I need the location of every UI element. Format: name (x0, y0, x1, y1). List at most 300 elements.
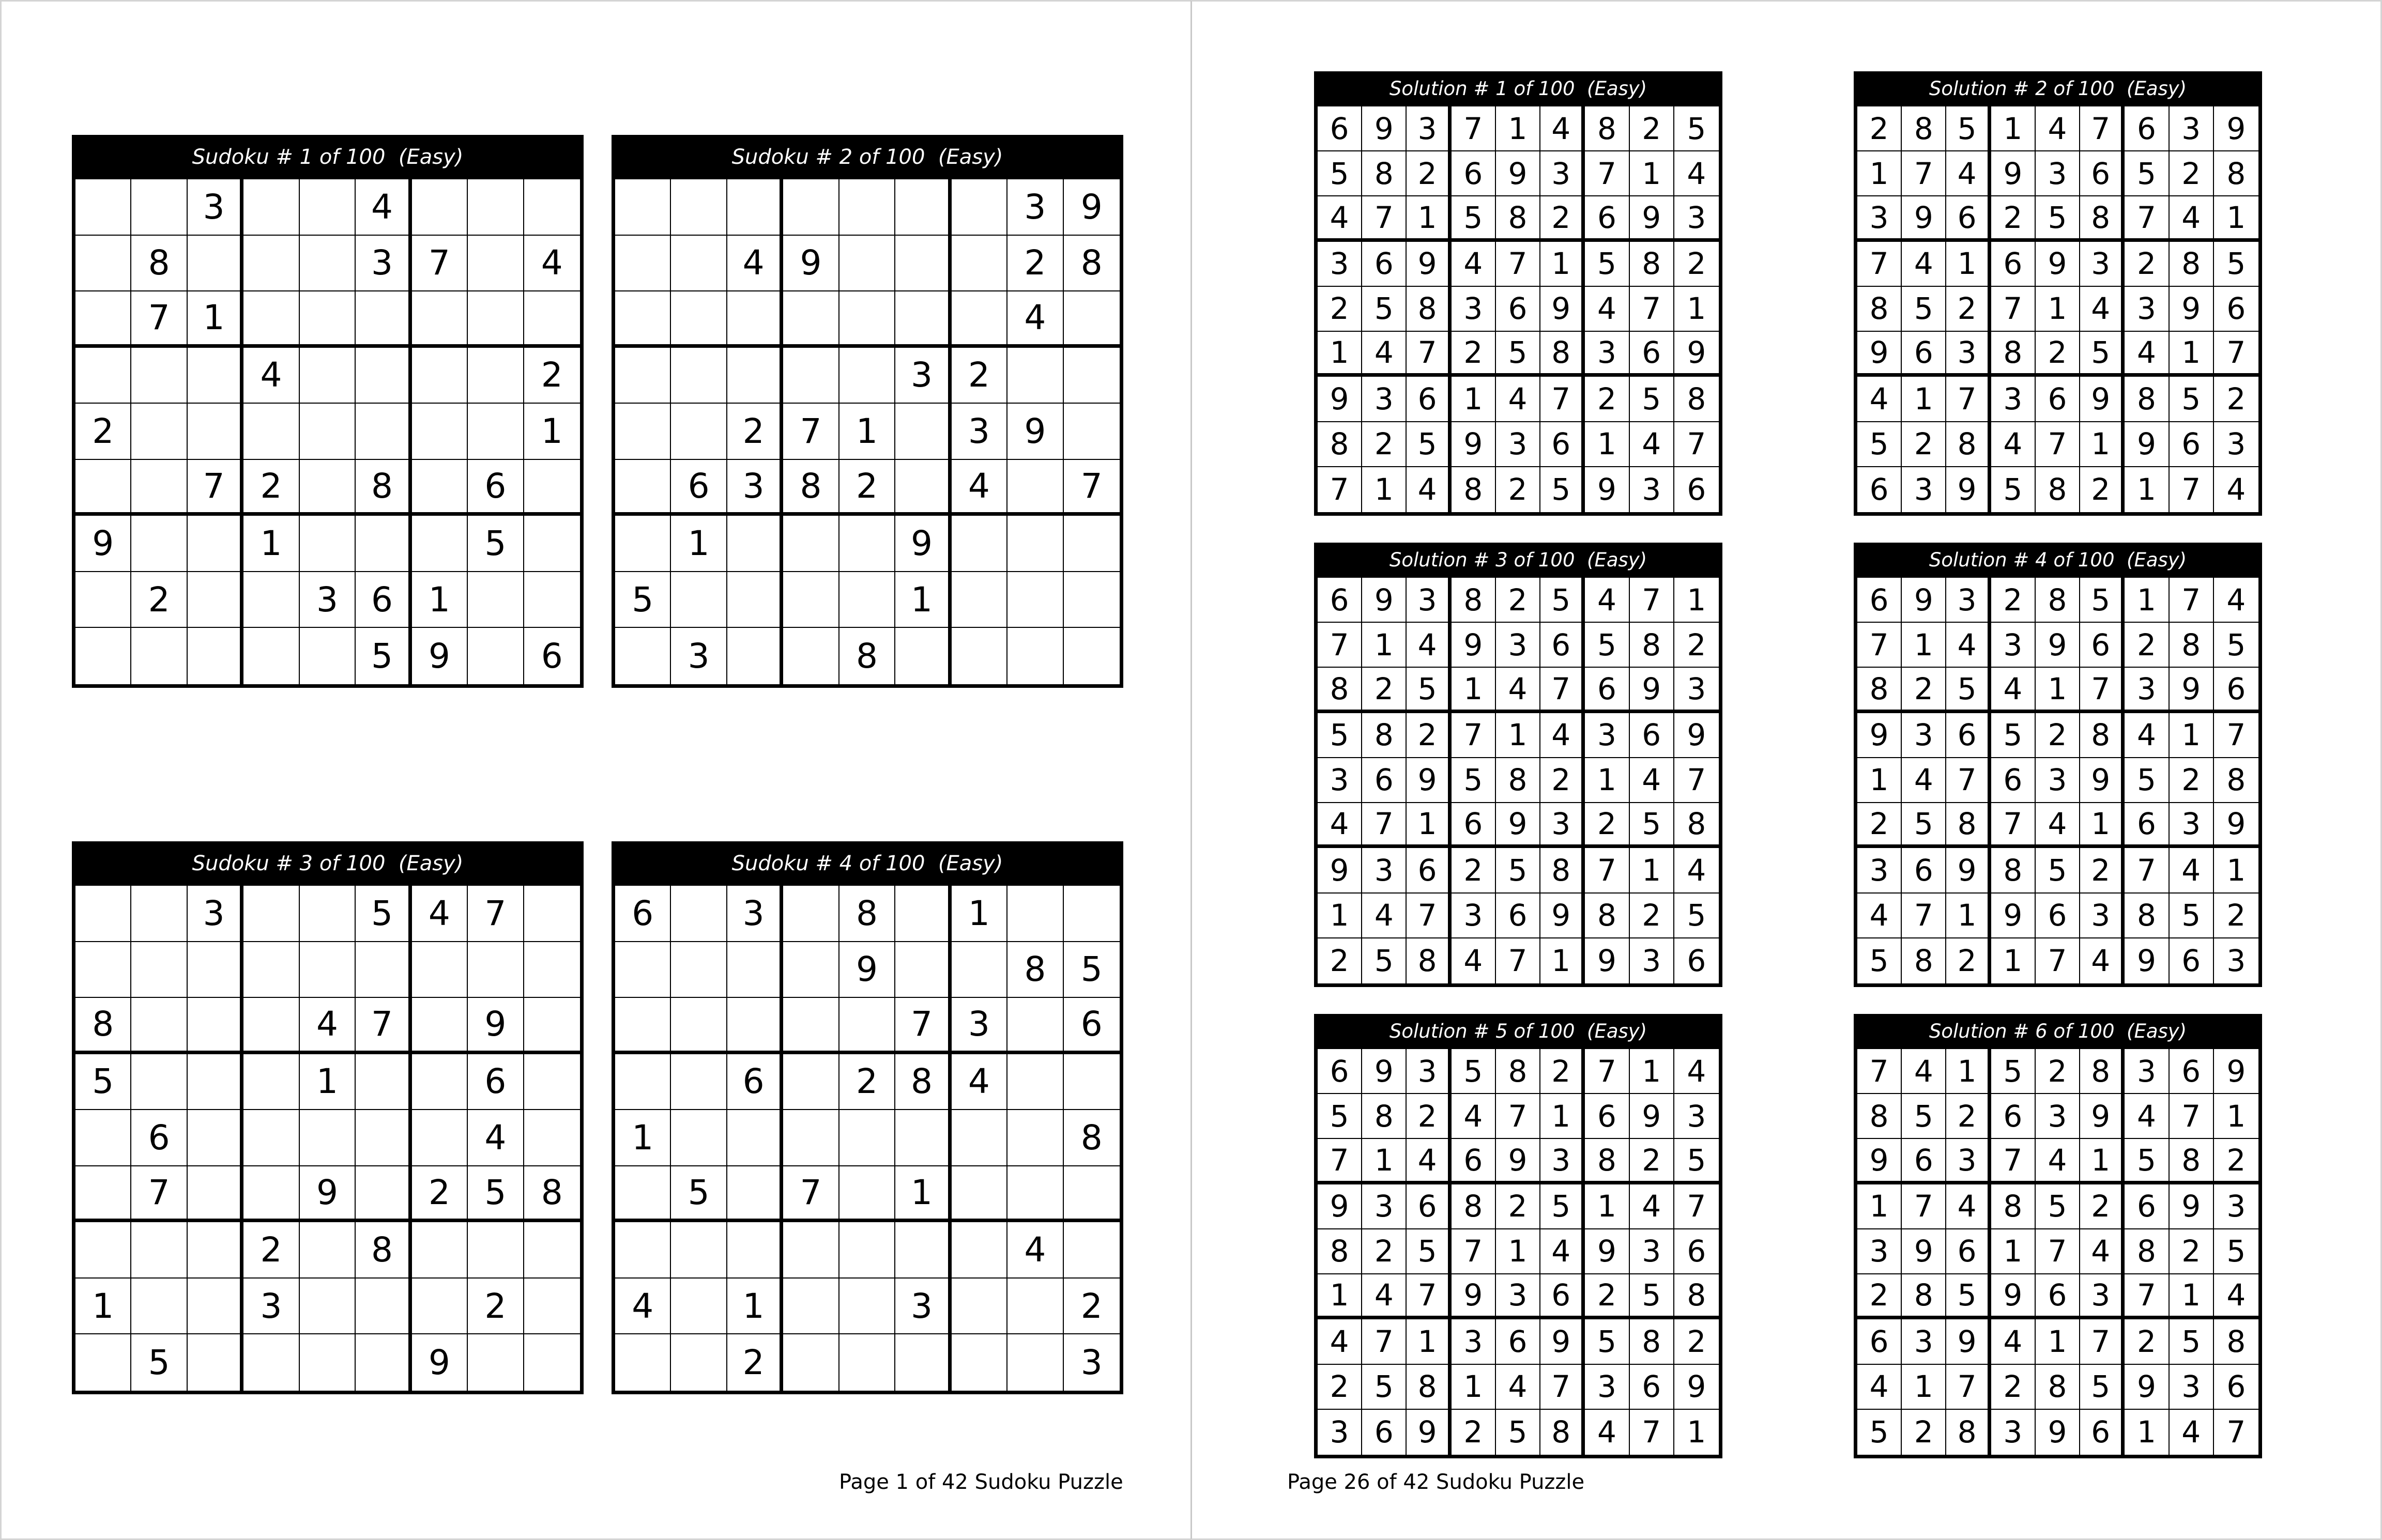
sudoku-cell: 7 (895, 998, 951, 1054)
sudoku-cell: 7 (1540, 1365, 1585, 1410)
sudoku-cell: 1 (300, 1054, 356, 1111)
sudoku-cell: 6 (1318, 1049, 1362, 1094)
sudoku-cell (300, 179, 356, 236)
sudoku-cell (468, 1334, 524, 1391)
sudoku-cell: 6 (1496, 1319, 1540, 1364)
sudoku-cell: 5 (1362, 938, 1407, 983)
sudoku-cell: 8 (1318, 668, 1362, 713)
sudoku-cell: 4 (300, 998, 356, 1054)
sudoku-cell: 7 (1362, 803, 1407, 848)
sudoku-cell (839, 1222, 895, 1279)
sudoku-cell: 3 (300, 572, 356, 628)
sudoku-cell: 7 (1318, 623, 1362, 668)
sudoku-cell: 6 (1630, 332, 1674, 377)
sudoku-cell: 9 (2080, 1094, 2125, 1139)
sudoku-cell (1007, 572, 1063, 628)
sudoku-cell (75, 1166, 131, 1223)
sudoku-cell: 5 (1540, 578, 1585, 623)
sudoku-cell: 2 (2214, 377, 2258, 422)
sudoku-cell: 4 (412, 886, 468, 942)
sudoku-cell (839, 516, 895, 572)
sudoku-cell (300, 404, 356, 460)
sudoku-cell: 8 (1902, 106, 1946, 151)
sudoku-cell: 2 (2170, 1229, 2214, 1274)
sudoku-cell (895, 1110, 951, 1166)
sudoku-cell (188, 998, 243, 1054)
sudoku-cell: 5 (2080, 578, 2125, 623)
sudoku-cell: 1 (2214, 1094, 2258, 1139)
sudoku-cell (75, 460, 131, 516)
sudoku-cell: 9 (2036, 1410, 2080, 1455)
sudoku-cell (727, 1222, 783, 1279)
sudoku-cell (131, 516, 187, 572)
sudoku-cell: 9 (1362, 578, 1407, 623)
sudoku-cell: 7 (2226, 1414, 2246, 1450)
solution-header: Solution # 6 of 100 (Easy) (1854, 1014, 2262, 1049)
sudoku-cell: 5 (2125, 151, 2169, 196)
sudoku-cell: 7 (1452, 713, 1496, 758)
sudoku-cell (412, 179, 468, 236)
sudoku-cell (412, 1054, 468, 1111)
sudoku-cell (412, 1222, 468, 1279)
sudoku-cell: 4 (1946, 623, 1991, 668)
sudoku-cell: 1 (1674, 287, 1719, 332)
sudoku-cell (468, 572, 524, 628)
sudoku-cell: 7 (783, 404, 839, 460)
sudoku-cell: 7 (1991, 803, 2036, 848)
sudoku-cell: 7 (1674, 1184, 1719, 1229)
sudoku-cell: 6 (1902, 332, 1946, 377)
sudoku-cell: 1 (1318, 332, 1362, 377)
sudoku-cell: 9 (1991, 894, 2036, 938)
sudoku-cell (1064, 572, 1120, 628)
sudoku-cell: 9 (1902, 196, 1946, 241)
sudoku-cell (895, 236, 951, 292)
sudoku-cell (839, 291, 895, 348)
sudoku-cell (131, 886, 187, 942)
sudoku-cell (783, 628, 839, 684)
sudoku-cell (524, 179, 580, 236)
sudoku-cell (727, 348, 783, 404)
sudoku-cell: 6 (1064, 998, 1120, 1054)
sudoku-cell (952, 1166, 1007, 1223)
sudoku-cell: 4 (1496, 668, 1540, 713)
sudoku-cell: 1 (1946, 1049, 1991, 1094)
sudoku-cell: 8 (2170, 1139, 2214, 1184)
sudoku-cell: 6 (1585, 1094, 1629, 1139)
sudoku-cell: 5 (1540, 1184, 1585, 1229)
sudoku-cell: 4 (1674, 1049, 1719, 1094)
sudoku-cell: 5 (1452, 196, 1496, 241)
sudoku-cell: 5 (1407, 668, 1451, 713)
sudoku-cell: 3 (188, 886, 243, 942)
sudoku-cell: 7 (1674, 758, 1719, 803)
sudoku-cell (615, 998, 671, 1054)
sudoku-cell: 4 (1318, 196, 1362, 241)
sudoku-cell: 9 (468, 998, 524, 1054)
sudoku-cell: 8 (1064, 236, 1120, 292)
sudoku-cell: 3 (1946, 332, 1991, 377)
sudoku-cell: 4 (2080, 938, 2125, 983)
sudoku-cell (671, 1222, 727, 1279)
sudoku-cell: 8 (1362, 1094, 1407, 1139)
sudoku-cell (783, 886, 839, 942)
sudoku-cell: 1 (1991, 106, 2036, 151)
sudoku-cell (131, 998, 187, 1054)
sudoku-cell (895, 460, 951, 516)
sudoku-cell (412, 1110, 468, 1166)
sudoku-cell: 5 (1857, 1410, 1902, 1455)
sudoku-cell: 8 (2214, 758, 2258, 803)
sudoku-cell (188, 1054, 243, 1111)
sudoku-cell: 3 (2080, 894, 2125, 938)
sudoku-cell (131, 1222, 187, 1279)
sudoku-cell: 1 (2036, 1319, 2080, 1364)
sudoku-cell: 4 (1540, 106, 1585, 151)
sudoku-cell: 7 (1318, 1139, 1362, 1184)
sudoku-cell: 3 (1407, 1049, 1451, 1094)
sudoku-cell: 6 (2036, 377, 2080, 422)
sudoku-cell: 2 (243, 1222, 299, 1279)
sudoku-cell: 5 (1362, 287, 1407, 332)
sudoku-cell: 5 (1902, 803, 1946, 848)
sudoku-cell: 6 (1318, 106, 1362, 151)
sudoku-cell: 2 (1064, 1279, 1120, 1335)
sudoku-cell: 1 (1946, 894, 1991, 938)
sudoku-cell: 5 (2036, 1184, 2080, 1229)
sudoku-cell: 9 (783, 236, 839, 292)
sudoku-cell: 6 (2170, 1049, 2214, 1094)
sudoku-cell: 9 (1946, 848, 1991, 893)
solution-header: Solution # 4 of 100 (Easy) (1854, 543, 2262, 578)
sudoku-cell (243, 1110, 299, 1166)
sudoku-cell: 6 (1902, 848, 1946, 893)
solution-grid (1314, 106, 1722, 516)
sudoku-cell: 6 (1496, 894, 1540, 938)
sudoku-cell: 7 (1496, 242, 1540, 287)
sudoku-cell (75, 1110, 131, 1166)
sudoku-cell: 1 (839, 404, 895, 460)
sudoku-cell (468, 291, 524, 348)
sudoku-cell: 4 (2125, 713, 2169, 758)
sudoku-cell: 8 (783, 460, 839, 516)
sudoku-cell (524, 291, 580, 348)
sudoku-cell (300, 628, 356, 684)
sudoku-cell: 4 (1318, 803, 1362, 848)
sudoku-cell: 3 (895, 1279, 951, 1335)
sudoku-cell: 8 (1857, 1094, 1902, 1139)
sudoku-cell: 6 (1630, 1365, 1674, 1410)
sudoku-cell: 3 (1991, 623, 2036, 668)
sudoku-cell: 8 (1407, 1365, 1451, 1410)
sudoku-cell: 9 (1674, 1365, 1719, 1410)
sudoku-cell: 8 (2170, 623, 2214, 668)
sudoku-cell: 2 (1946, 1094, 1991, 1139)
sudoku-cell (895, 291, 951, 348)
sudoku-cell: 7 (2170, 467, 2214, 512)
sudoku-cell: 5 (1540, 467, 1585, 512)
sudoku-cell: 2 (2214, 1139, 2258, 1184)
sudoku-cell (188, 1166, 243, 1223)
sudoku-cell: 8 (1540, 848, 1585, 893)
sudoku-cell: 8 (1540, 1410, 1585, 1455)
sudoku-cell: 7 (783, 1166, 839, 1223)
sudoku-cell: 7 (1540, 668, 1585, 713)
sudoku-cell: 3 (1630, 1229, 1674, 1274)
sudoku-cell: 5 (1362, 1365, 1407, 1410)
sudoku-cell: 8 (1674, 803, 1719, 848)
sudoku-cell: 6 (2170, 938, 2214, 983)
sudoku-cell (839, 998, 895, 1054)
sudoku-cell (783, 1222, 839, 1279)
sudoku-cell: 8 (1496, 758, 1540, 803)
sudoku-cell (1007, 1166, 1063, 1223)
sudoku-cell (783, 1279, 839, 1335)
sudoku-cell: 6 (541, 636, 563, 676)
sudoku-cell: 5 (2214, 1229, 2258, 1274)
sudoku-cell (243, 886, 299, 942)
sudoku-cell: 4 (1630, 758, 1674, 803)
sudoku-cell (243, 1166, 299, 1223)
sudoku-cell: 2 (1857, 1274, 1902, 1319)
sudoku-cell: 8 (1902, 1274, 1946, 1319)
sudoku-cell (952, 516, 1007, 572)
sudoku-cell: 3 (2214, 1184, 2258, 1229)
sudoku-cell: 2 (1318, 287, 1362, 332)
sudoku-cell: 4 (1362, 894, 1407, 938)
sudoku-cell (671, 1110, 727, 1166)
sudoku-cell: 5 (1585, 1319, 1629, 1364)
sudoku-cell (131, 1279, 187, 1335)
sudoku-cell: 7 (188, 460, 243, 516)
sudoku-cell: 6 (1318, 578, 1362, 623)
sudoku-cell: 7 (2036, 938, 2080, 983)
sudoku-cell: 5 (2036, 848, 2080, 893)
sudoku-cell (356, 516, 411, 572)
sudoku-cell (243, 1334, 299, 1391)
sudoku-cell (243, 998, 299, 1054)
sudoku-cell: 9 (2125, 422, 2169, 467)
sudoku-cell: 6 (2125, 1184, 2169, 1229)
sudoku-cell: 2 (1902, 668, 1946, 713)
sudoku-cell (1064, 516, 1120, 572)
sudoku-cell: 1 (1630, 151, 1674, 196)
sudoku-cell: 3 (952, 404, 1007, 460)
sudoku-cell: 9 (2080, 758, 2125, 803)
solution-header: Solution # 5 of 100 (Easy) (1314, 1014, 1722, 1049)
sudoku-cell: 5 (1064, 942, 1120, 998)
sudoku-cell: 5 (1630, 1274, 1674, 1319)
sudoku-cell: 3 (1496, 422, 1540, 467)
sudoku-cell: 6 (1540, 1274, 1585, 1319)
sudoku-cell: 4 (1007, 1222, 1063, 1279)
sudoku-cell: 6 (1902, 1139, 1946, 1184)
sudoku-cell: 4 (1585, 578, 1629, 623)
sudoku-cell (671, 1334, 727, 1391)
sudoku-cell: 4 (524, 236, 580, 292)
sudoku-cell: 1 (1674, 578, 1719, 623)
sudoku-cell (671, 236, 727, 292)
sudoku-cell (75, 628, 131, 684)
sudoku-cell: 2 (2080, 848, 2125, 893)
sudoku-cell (839, 1334, 895, 1391)
sudoku-cell (615, 628, 671, 684)
sudoku-cell: 4 (1902, 242, 1946, 287)
sudoku-cell (300, 1110, 356, 1166)
sudoku-cell: 6 (2036, 1274, 2080, 1319)
sudoku-cell (615, 516, 671, 572)
sudoku-cell: 3 (1674, 196, 1719, 241)
sudoku-cell: 6 (1540, 422, 1585, 467)
sudoku-cell: 4 (1585, 287, 1629, 332)
sudoku-cell: 8 (1452, 1184, 1496, 1229)
sudoku-cell: 4 (1946, 151, 1991, 196)
sudoku-cell: 6 (2214, 668, 2258, 713)
sudoku-cell: 6 (1991, 1094, 2036, 1139)
sudoku-cell: 7 (1991, 287, 2036, 332)
sudoku-cell: 2 (1407, 1094, 1451, 1139)
sudoku-cell (952, 179, 1007, 236)
sudoku-cell: 1 (895, 1166, 951, 1223)
sudoku-cell (243, 404, 299, 460)
sudoku-cell: 1 (1630, 848, 1674, 893)
sudoku-cell: 7 (1946, 758, 1991, 803)
sudoku-cell: 4 (1857, 377, 1902, 422)
sudoku-cell: 6 (615, 886, 671, 942)
sudoku-cell: 1 (1857, 1184, 1902, 1229)
sudoku-cell (243, 179, 299, 236)
sudoku-cell (783, 1110, 839, 1166)
sudoku-cell (356, 1334, 411, 1391)
sudoku-cell (1064, 1166, 1120, 1223)
sudoku-cell: 1 (243, 516, 299, 572)
sudoku-cell: 1 (2080, 1139, 2125, 1184)
sudoku-cell: 3 (2036, 151, 2080, 196)
sudoku-cell: 6 (2125, 803, 2169, 848)
sudoku-cell: 3 (1991, 377, 2036, 422)
sudoku-cell: 8 (1407, 287, 1451, 332)
sudoku-cell: 8 (2125, 1229, 2169, 1274)
sudoku-cell (300, 1334, 356, 1391)
sudoku-cell (188, 628, 243, 684)
sudoku-cell: 1 (615, 1110, 671, 1166)
sudoku-cell (243, 572, 299, 628)
sudoku-cell: 4 (1585, 1410, 1629, 1455)
sudoku-solution-4 (1854, 543, 2262, 987)
sudoku-cell: 7 (1946, 377, 1991, 422)
sudoku-cell: 7 (1630, 287, 1674, 332)
sudoku-cell: 5 (1496, 848, 1540, 893)
sudoku-solution-5 (1314, 1014, 1722, 1458)
sudoku-cell: 9 (1857, 332, 1902, 377)
sudoku-cell (75, 236, 131, 292)
sudoku-cell: 8 (2080, 1049, 2125, 1094)
sudoku-cell: 6 (2080, 1410, 2125, 1455)
sudoku-solution-6 (1854, 1014, 2262, 1458)
sudoku-cell: 9 (1857, 1139, 1902, 1184)
sudoku-cell: 3 (1902, 467, 1946, 512)
sudoku-cell (839, 348, 895, 404)
sudoku-cell: 9 (2214, 106, 2258, 151)
sudoku-cell: 3 (1585, 713, 1629, 758)
sudoku-cell (468, 628, 524, 684)
sudoku-cell: 1 (1362, 1139, 1407, 1184)
sudoku-cell: 6 (2214, 1365, 2258, 1410)
puzzle-header: Sudoku # 2 of 100 (Easy) (612, 135, 1123, 179)
sudoku-cell: 5 (1630, 803, 1674, 848)
sudoku-cell: 9 (1407, 758, 1451, 803)
sudoku-cell: 3 (1318, 758, 1362, 803)
sudoku-cell: 1 (1407, 196, 1451, 241)
sudoku-cell: 7 (1674, 422, 1719, 467)
sudoku-cell: 1 (1991, 1229, 2036, 1274)
sudoku-cell (188, 1279, 243, 1335)
sudoku-cell: 3 (1362, 1184, 1407, 1229)
sudoku-cell (131, 460, 187, 516)
sudoku-cell: 6 (1946, 713, 1991, 758)
sudoku-cell: 1 (2036, 287, 2080, 332)
sudoku-cell: 7 (1857, 242, 1902, 287)
sudoku-cell: 7 (2170, 578, 2214, 623)
sudoku-cell: 7 (2036, 1229, 2080, 1274)
sudoku-cell: 6 (1362, 1410, 1407, 1455)
sudoku-cell: 3 (1452, 287, 1496, 332)
sudoku-cell: 9 (1902, 1229, 1946, 1274)
sudoku-cell: 1 (2125, 467, 2169, 512)
sudoku-cell: 7 (1407, 332, 1451, 377)
sudoku-cell (1007, 1054, 1063, 1111)
sudoku-cell (468, 404, 524, 460)
sudoku-cell (468, 1222, 524, 1279)
sudoku-cell: 9 (1674, 332, 1719, 377)
sudoku-cell: 2 (1362, 1229, 1407, 1274)
sudoku-cell: 1 (1630, 1049, 1674, 1094)
sudoku-cell: 8 (1630, 1319, 1674, 1364)
sudoku-solution-1 (1314, 71, 1722, 516)
sudoku-cell: 5 (468, 516, 524, 572)
sudoku-cell: 1 (2214, 196, 2258, 241)
sudoku-cell: 3 (2125, 1049, 2169, 1094)
sudoku-cell (615, 348, 671, 404)
sudoku-cell: 4 (2080, 287, 2125, 332)
sudoku-cell: 9 (1064, 179, 1120, 236)
sudoku-cell: 3 (1407, 578, 1451, 623)
sudoku-cell (615, 942, 671, 998)
sudoku-cell: 4 (952, 1054, 1007, 1111)
sudoku-cell: 1 (2080, 422, 2125, 467)
sudoku-cell (783, 516, 839, 572)
sudoku-cell: 2 (1674, 623, 1719, 668)
sudoku-cell (839, 572, 895, 628)
sudoku-cell (412, 942, 468, 998)
sudoku-cell: 5 (2125, 758, 2169, 803)
solution-grid (1314, 578, 1722, 987)
sudoku-cell (468, 236, 524, 292)
sudoku-cell (188, 236, 243, 292)
sudoku-cell (243, 236, 299, 292)
sudoku-cell: 6 (468, 460, 524, 516)
sudoku-cell: 9 (839, 942, 895, 998)
sudoku-cell (783, 572, 839, 628)
sudoku-cell: 4 (2036, 106, 2080, 151)
sudoku-cell: 3 (2080, 1274, 2125, 1319)
sudoku-cell: 5 (356, 886, 411, 942)
sudoku-cell: 6 (1857, 467, 1902, 512)
sudoku-cell (952, 572, 1007, 628)
sudoku-cell: 5 (2170, 1319, 2214, 1364)
sudoku-cell (188, 1334, 243, 1391)
sudoku-cell: 2 (468, 1279, 524, 1335)
